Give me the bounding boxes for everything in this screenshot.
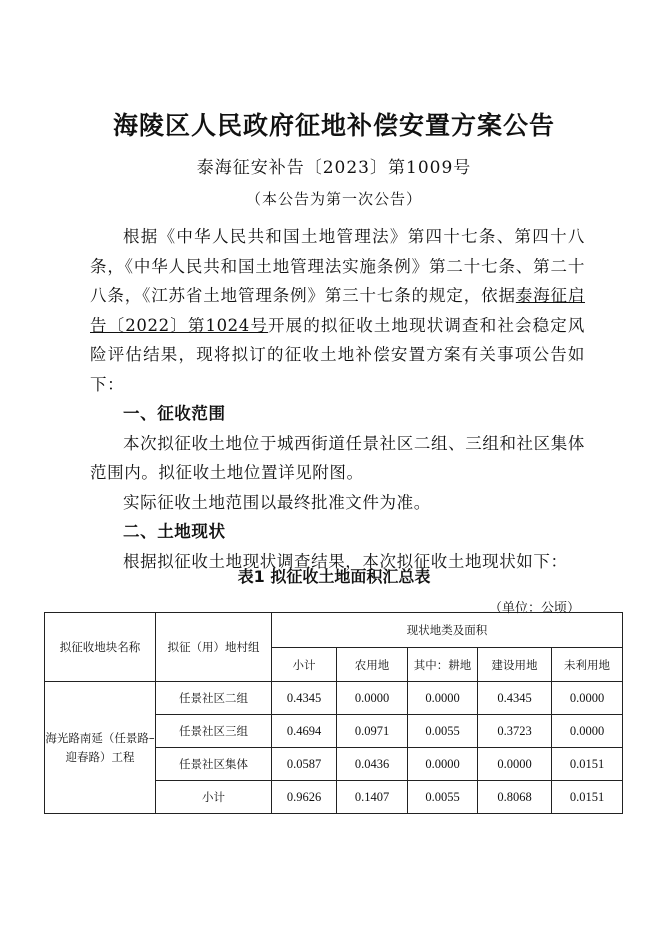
total-label-cell: 小计: [156, 781, 272, 814]
arable-cell: 0.0000: [408, 748, 478, 781]
document-body: [90, 222, 585, 576]
header-subtotal: 小计: [272, 648, 337, 682]
intro-text-2: 开展的拟征收土地现状调查和社会稳定风险评估结果，现将拟订的征收土地补偿安置方案有关事项公告如下：: [90, 315, 585, 394]
village-group-cell: 任景社区集体: [156, 748, 272, 781]
unused-cell: 0.0000: [552, 715, 623, 748]
subtotal-cell: 0.4345: [272, 682, 337, 715]
agricultural-cell: 0.1407: [337, 781, 408, 814]
land-area-table: [44, 612, 623, 814]
table-caption: 表1 拟征收土地面积汇总表: [237, 567, 431, 586]
subtotal-cell: 0.0587: [272, 748, 337, 781]
arable-cell: 0.0055: [408, 715, 478, 748]
subtotal-cell: 0.4694: [272, 715, 337, 748]
unused-cell: 0.0000: [552, 682, 623, 715]
agricultural-cell: 0.0971: [337, 715, 408, 748]
header-unused: 未利用地: [552, 648, 623, 682]
header-construction: 建设用地: [478, 648, 552, 682]
agricultural-cell: 0.0436: [337, 748, 408, 781]
village-group-cell: 任景社区二组: [156, 682, 272, 715]
table-unit: （单位：公顷）: [488, 601, 580, 616]
subtotal-cell: 0.9626: [272, 781, 337, 814]
header-parcel-name: 拟征收地块名称: [45, 613, 156, 682]
unused-cell: 0.0151: [552, 748, 623, 781]
construction-cell: 0.3723: [478, 715, 552, 748]
scope-note-paragraph: 实际征收土地范围以最终批准文件为准。: [123, 492, 431, 512]
announcement-note: （本公告为第一次公告）: [245, 190, 422, 208]
document-number: 泰海征安补告〔2023〕第1009号: [196, 158, 472, 178]
status-paragraph: 根据拟征收土地现状调查结果，本次拟征收土地现状如下：: [123, 551, 568, 571]
intro-paragraph: [90, 222, 585, 399]
header-status-group: 现状地类及面积: [272, 613, 623, 648]
scope-paragraph: 本次拟征收土地位于城西街道任景社区二组、三组和社区集体范围内。拟征收土地位置详见附图。: [90, 433, 585, 482]
header-arable: 其中：耕地: [408, 648, 478, 682]
table-row: [45, 682, 623, 715]
construction-cell: 0.8068: [478, 781, 552, 814]
arable-cell: 0.0055: [408, 781, 478, 814]
intro-text-1: 根据《中华人民共和国土地管理法》第四十七条、第四十八条，《中华人民共和国土地管理法实施条例》第二十七条、第二十八条，《江苏省土地管理条例》第三十七条的规定，依据: [90, 227, 585, 305]
unused-cell: 0.0151: [552, 781, 623, 814]
section-heading-status: 二、土地现状: [123, 522, 226, 541]
section-heading-scope: 一、征收范围: [123, 404, 226, 423]
table-header-row: [45, 613, 623, 648]
agricultural-cell: 0.0000: [337, 682, 408, 715]
parcel-name-cell: 海光路南延（任景路–迎春路）工程: [45, 682, 156, 814]
construction-cell: 0.4345: [478, 682, 552, 715]
document-title: 海陵区人民政府征地补偿安置方案公告: [112, 111, 555, 140]
header-village-group: 拟征（用）地村组: [156, 613, 272, 682]
village-group-cell: 任景社区三组: [156, 715, 272, 748]
referenced-notice-number: 泰海征启告〔2022〕第1024号: [90, 286, 585, 335]
arable-cell: 0.0000: [408, 682, 478, 715]
header-agricultural: 农用地: [337, 648, 408, 682]
construction-cell: 0.0000: [478, 748, 552, 781]
